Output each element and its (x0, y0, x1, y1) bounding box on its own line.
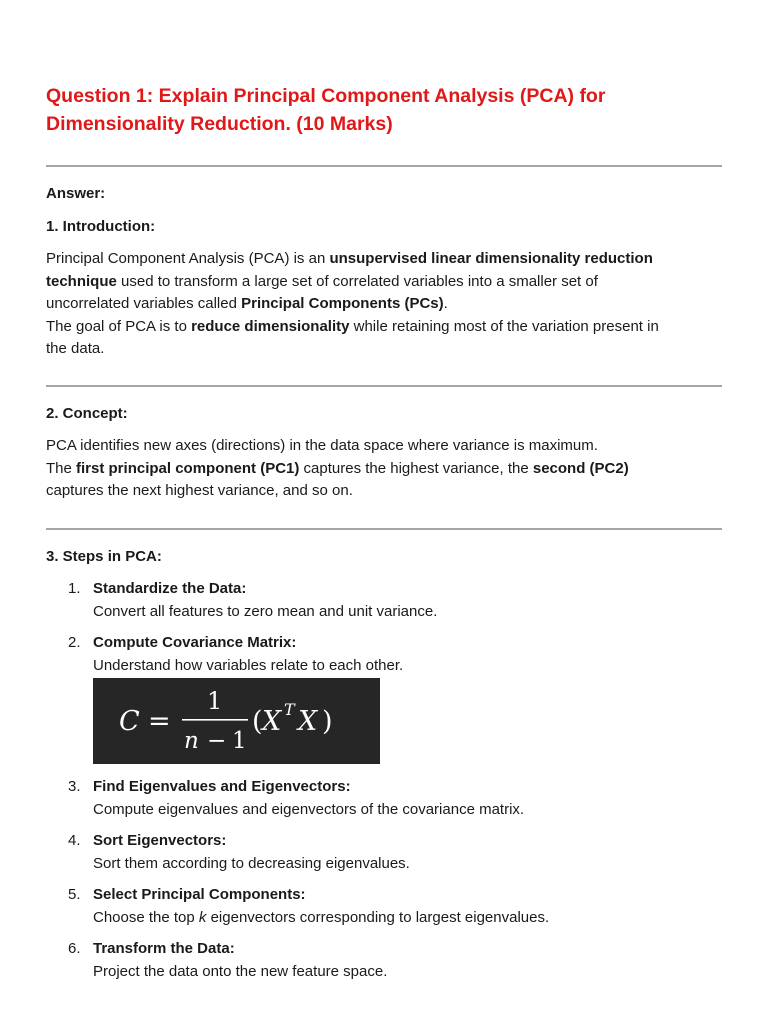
formula-open-paren: ( (252, 706, 263, 737)
concept-text: The (46, 459, 77, 477)
formula-graphic (93, 678, 380, 764)
steps-heading: 3. Steps in PCA: (46, 547, 162, 565)
list-item (46, 938, 722, 983)
formula-fraction-bar (182, 719, 248, 721)
formula-denominator-n: n (184, 728, 199, 754)
step-number: 5. (68, 886, 81, 903)
step-number: 1. (68, 580, 81, 597)
intro-text: The goal of PCA is to (46, 317, 192, 335)
covariance-formula (93, 678, 380, 764)
intro-text: uncorrelated variables called (46, 295, 242, 312)
concept-bold-pc2: second (PC2) (532, 459, 629, 477)
step-description: Choose the top (93, 908, 199, 926)
step-title: Compute Covariance Matrix: (93, 634, 297, 651)
step-title: Select Principal Components: (93, 886, 306, 903)
step-description: Project the data onto the new feature space. (93, 962, 388, 980)
intro-heading: 1. Introduction: (46, 217, 156, 235)
answer-label: Answer: (46, 185, 106, 202)
formula-close-paren: ) (322, 706, 333, 737)
document-page (46, 82, 722, 983)
list-item (46, 578, 722, 623)
step-title: Standardize the Data: (93, 580, 247, 597)
intro-bold-technique: technique (46, 272, 117, 290)
formula-x2: X (298, 706, 318, 737)
formula-x1: X (262, 706, 282, 737)
step-description: Convert all features to zero mean and unit variance. (93, 602, 438, 620)
intro-paragraph (46, 248, 722, 361)
formula-denominator-one: 1 (232, 728, 247, 754)
divider (46, 385, 722, 387)
concept-bold-pc1: first principal component (PC1) (76, 459, 300, 477)
intro-bold-goal: reduce dimensionality (191, 317, 350, 335)
concept-heading: 2. Concept: (46, 404, 128, 422)
step-title: Transform the Data: (93, 940, 235, 957)
intro-bold-term: unsupervised linear dimensionality reduction (329, 250, 653, 267)
step-number: 6. (68, 940, 81, 957)
list-item (46, 830, 722, 875)
steps-list (46, 776, 722, 983)
divider (46, 528, 722, 530)
intro-text: while retaining most of the variation present in (349, 317, 659, 335)
question-title (46, 82, 722, 138)
step-description: Understand how variables relate to each other. (93, 656, 404, 674)
intro-text: used to transform a large set of correlated variables into a smaller set of (116, 272, 598, 290)
intro-text: the data. (46, 340, 105, 357)
list-item (46, 632, 722, 677)
concept-text: captures the next highest variance, and so on. (46, 482, 353, 499)
concept-text: PCA identifies new axes (directions) in the data space where variance is maximum. (46, 437, 598, 454)
step-description: Compute eigenvalues and eigenvectors of the covariance matrix. (93, 800, 525, 818)
question-title-line1: Question 1: Explain Principal Component Analysis (PCA) for (46, 85, 606, 107)
intro-bold-pcs: Principal Components (PCs) (241, 295, 444, 312)
step-number: 4. (68, 832, 81, 849)
step-description: Sort them according to decreasing eigenvalues. (93, 854, 410, 872)
step-number: 2. (68, 634, 81, 651)
formula-lhs: C (119, 706, 140, 737)
formula-denominator-minus: − (207, 728, 227, 754)
question-title-line2: Dimensionality Reduction. (10 Marks) (46, 113, 393, 135)
step-title: Sort Eigenvectors: (93, 832, 227, 849)
divider (46, 165, 722, 167)
steps-list (46, 578, 722, 677)
intro-text: . (443, 295, 448, 312)
formula-transpose: T (284, 700, 295, 719)
step-title: Find Eigenvalues and Eigenvectors: (93, 778, 351, 795)
formula-equals: = (148, 706, 171, 737)
list-item (46, 884, 722, 929)
list-item (46, 776, 722, 821)
intro-text: Principal Component Analysis (PCA) is an (46, 250, 330, 267)
step-variable-k: k (198, 908, 207, 926)
formula-numerator: 1 (207, 687, 223, 715)
concept-text: captures the highest variance, the (299, 459, 533, 477)
step-number: 3. (68, 778, 81, 795)
concept-paragraph (46, 435, 722, 503)
step-description: eigenvectors corresponding to largest eigenvalues. (206, 908, 550, 926)
